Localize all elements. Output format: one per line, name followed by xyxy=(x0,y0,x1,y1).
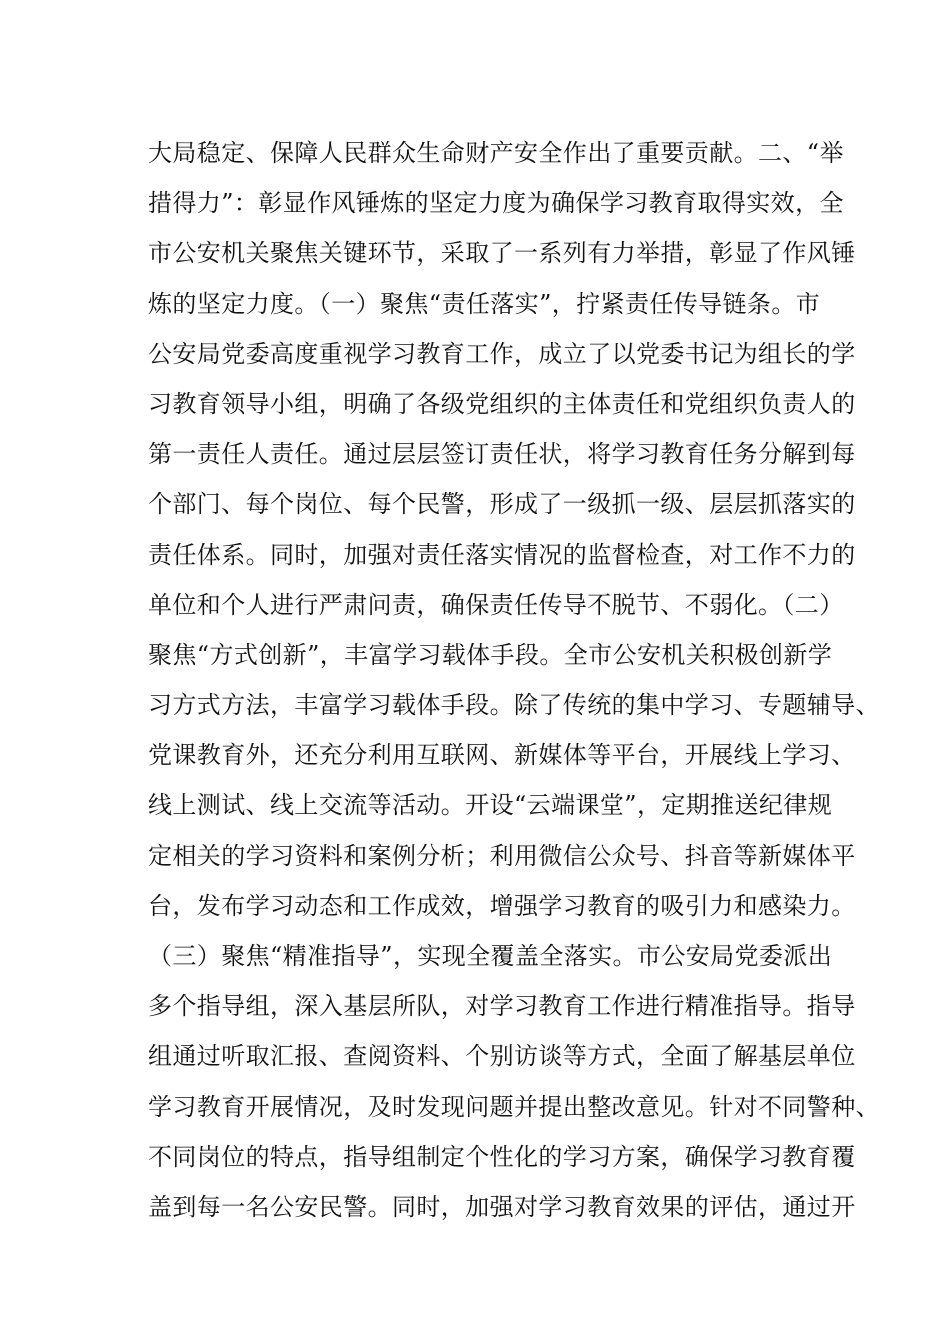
text-line: 措得力”：彰显作风锤炼的坚定力度为确保学习教育取得实效，全 xyxy=(148,189,844,218)
text-line: 组通过听取汇报、查阅资料、个别访谈等方式，全面了解基层单位 xyxy=(148,1042,856,1071)
text-line: 单位和个人进行严肃问责，确保责任传导不脱节、不弱化。（二） xyxy=(148,590,844,619)
text-line: 线上测试、线上交流等活动。开设“云端课堂”，定期推送纪律规 xyxy=(148,791,833,820)
text-line: 聚焦“方式创新”，丰富学习载体手段。全市公安机关积极创新学 xyxy=(148,640,833,669)
text-line: 定相关的学习资料和案例分析；利用微信公众号、抖音等新媒体平 xyxy=(148,841,856,870)
text-line: 个部门、每个岗位、每个民警，形成了一级抓一级、层层抓落实的 xyxy=(148,490,856,519)
text-line: 不同岗位的特点，指导组制定个性化的学习方案，确保学习教育覆 xyxy=(148,1142,856,1171)
text-line: 责任体系。同时，加强对责任落实情况的监督检查，对工作不力的 xyxy=(148,540,856,569)
text-line: 盖到每一名公安民警。同时，加强对学习教育效果的评估，通过开 xyxy=(148,1192,856,1221)
text-line: 党课教育外，还充分利用互联网、新媒体等平台，开展线上学习、 xyxy=(148,741,856,770)
text-line: （三）聚焦“精准指导”，实现全覆盖全落实。市公安局党委派出 xyxy=(148,942,833,970)
text-line: 台，发布学习动态和工作成效，增强学习教育的吸引力和感染力。 xyxy=(148,891,856,920)
body-text xyxy=(148,128,880,1232)
text-line: 习教育领导小组，明确了各级党组织的主体责任和党组织负责人的 xyxy=(148,389,856,418)
text-line: 大局稳定、保障人民群众生命财产安全作出了重要贡献。二、“举 xyxy=(148,139,844,167)
text-line: 市公安机关聚焦关键环节，采取了一系列有力举措，彰显了作风锤 xyxy=(148,239,856,268)
text-line: 公安局党委高度重视学习教育工作，成立了以党委书记为组长的学 xyxy=(148,339,856,368)
text-line: 习方式方法，丰富学习载体手段。除了传统的集中学习、专题辅导、 xyxy=(148,691,880,720)
text-line: 多个指导组，深入基层所队，对学习教育工作进行精准指导。指导 xyxy=(148,992,856,1021)
text-line: 第一责任人责任。通过层层签订责任状，将学习教育任务分解到每 xyxy=(148,440,856,469)
text-line: 炼的坚定力度。（一）聚焦“责任落实”，拧紧责任传导链条。市 xyxy=(148,289,821,318)
text-line: 学习教育开展情况，及时发现问题并提出整改意见。针对不同警种、 xyxy=(148,1092,880,1121)
